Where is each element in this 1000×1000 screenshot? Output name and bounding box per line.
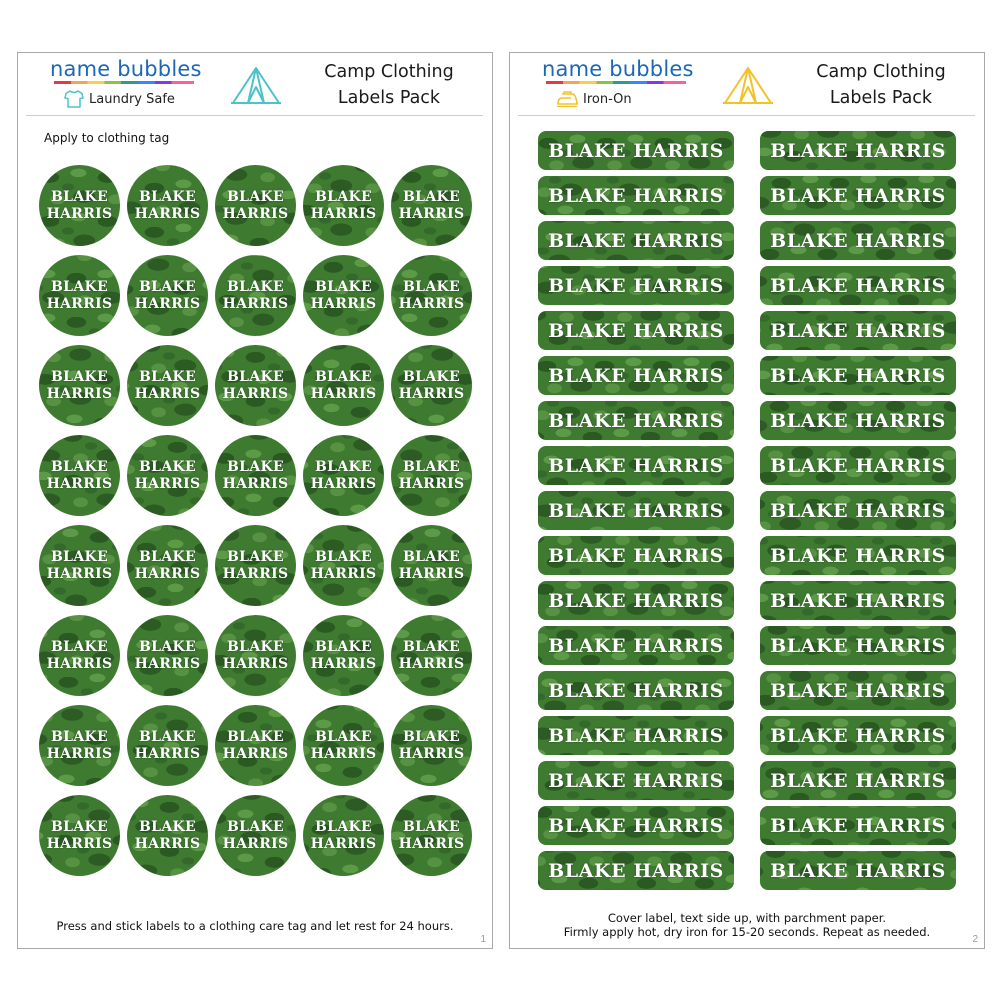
brand-color-bar [54, 81, 194, 84]
circle-name-label [215, 345, 296, 426]
label-last-name: HARRIS [46, 745, 113, 762]
circle-name-label [39, 795, 120, 876]
label-last-name: HARRIS [46, 655, 113, 672]
label-first-name: BLAKE [227, 818, 284, 835]
label-first-name: BLAKE [403, 278, 460, 295]
rectangle-name-label: BLAKE HARRIS [760, 761, 956, 800]
label-first-name: BLAKE [227, 368, 284, 385]
label-first-name: BLAKE [315, 638, 372, 655]
label-last-name: HARRIS [46, 835, 113, 852]
circle-name-label [127, 165, 208, 246]
label-last-name: HARRIS [222, 205, 289, 222]
label-first-name: BLAKE [227, 638, 284, 655]
brand-color-bar [546, 81, 686, 84]
label-first-name: BLAKE [227, 728, 284, 745]
circle-name-label [215, 525, 296, 606]
label-last-name: HARRIS [310, 295, 377, 312]
rectangle-name-label: BLAKE HARRIS [538, 131, 734, 170]
label-first-name: BLAKE [139, 638, 196, 655]
label-first-name: BLAKE [403, 188, 460, 205]
label-last-name: HARRIS [398, 655, 465, 672]
rectangle-name-label: BLAKE HARRIS [760, 266, 956, 305]
label-last-name: HARRIS [46, 205, 113, 222]
circle-name-label [391, 795, 472, 876]
circle-name-label [127, 795, 208, 876]
label-first-name: BLAKE [403, 368, 460, 385]
label-sheet-laundry-safe [17, 52, 493, 949]
circle-name-label [39, 255, 120, 336]
circle-name-label [303, 435, 384, 516]
page-number: 2 [972, 934, 978, 945]
brand-logo: name bubbles [50, 57, 202, 81]
rectangle-name-label: BLAKE HARRIS [538, 851, 734, 890]
rectangle-name-label: BLAKE HARRIS [538, 311, 734, 350]
label-first-name: BLAKE [315, 818, 372, 835]
circle-name-label [391, 435, 472, 516]
circle-name-label [391, 345, 472, 426]
label-last-name: HARRIS [134, 835, 201, 852]
label-last-name: HARRIS [398, 565, 465, 582]
rectangle-name-label: BLAKE HARRIS [538, 716, 734, 755]
footer-instructions [18, 919, 492, 933]
rectangle-name-label: BLAKE HARRIS [760, 446, 956, 485]
label-last-name: HARRIS [222, 655, 289, 672]
label-last-name: HARRIS [398, 475, 465, 492]
rectangle-name-label: BLAKE HARRIS [538, 401, 734, 440]
label-last-name: HARRIS [222, 385, 289, 402]
rectangle-name-label: BLAKE HARRIS [760, 131, 956, 170]
header-divider [26, 115, 483, 116]
label-first-name: BLAKE [139, 368, 196, 385]
circle-name-label [303, 795, 384, 876]
iron-icon [556, 91, 578, 107]
footer-line2: Firmly apply hot, dry iron for 15-20 seconds. Repeat as needed. [563, 925, 931, 939]
label-last-name: HARRIS [222, 295, 289, 312]
footer-line1: Cover label, text side up, with parchment paper. [607, 911, 887, 925]
label-sheet-iron-on [509, 52, 985, 949]
circle-name-label [127, 345, 208, 426]
circle-name-label [39, 435, 120, 516]
label-last-name: HARRIS [46, 385, 113, 402]
circle-name-label [39, 525, 120, 606]
rectangle-name-label: BLAKE HARRIS [538, 221, 734, 260]
label-last-name: HARRIS [134, 745, 201, 762]
circle-name-label [215, 795, 296, 876]
rectangle-name-label: BLAKE HARRIS [538, 176, 734, 215]
label-last-name: HARRIS [134, 655, 201, 672]
label-last-name: HARRIS [222, 745, 289, 762]
label-first-name: BLAKE [315, 368, 372, 385]
label-last-name: HARRIS [310, 835, 377, 852]
label-first-name: BLAKE [403, 818, 460, 835]
label-last-name: HARRIS [398, 205, 465, 222]
rectangle-name-label: BLAKE HARRIS [760, 356, 956, 395]
circle-name-label [391, 615, 472, 696]
circle-name-label [127, 615, 208, 696]
label-last-name: HARRIS [398, 835, 465, 852]
label-last-name: HARRIS [134, 565, 201, 582]
brand-logo: name bubbles [542, 57, 694, 81]
circle-name-label [127, 525, 208, 606]
label-first-name: BLAKE [51, 638, 108, 655]
rectangle-name-label: BLAKE HARRIS [538, 266, 734, 305]
label-first-name: BLAKE [315, 278, 372, 295]
circle-name-label [215, 705, 296, 786]
label-first-name: BLAKE [139, 728, 196, 745]
label-first-name: BLAKE [139, 278, 196, 295]
rectangle-name-label: BLAKE HARRIS [760, 491, 956, 530]
label-first-name: BLAKE [139, 818, 196, 835]
shirt-icon [64, 90, 84, 108]
label-last-name: HARRIS [310, 205, 377, 222]
circle-name-label [303, 165, 384, 246]
rectangle-name-label: BLAKE HARRIS [538, 356, 734, 395]
label-first-name: BLAKE [315, 728, 372, 745]
pack-title-line1: Camp Clothing [324, 62, 454, 82]
label-first-name: BLAKE [51, 188, 108, 205]
rectangle-name-label: BLAKE HARRIS [760, 716, 956, 755]
label-last-name: HARRIS [222, 835, 289, 852]
pack-title [790, 59, 972, 111]
circle-name-label [303, 525, 384, 606]
label-last-name: HARRIS [46, 295, 113, 312]
label-last-name: HARRIS [310, 385, 377, 402]
rectangle-name-label: BLAKE HARRIS [538, 671, 734, 710]
pack-title-line1: Camp Clothing [816, 62, 946, 82]
product-type-label: Iron-On [583, 91, 632, 107]
rectangle-name-label: BLAKE HARRIS [538, 536, 734, 575]
label-first-name: BLAKE [51, 548, 108, 565]
rectangle-name-label: BLAKE HARRIS [760, 851, 956, 890]
rectangle-name-label: BLAKE HARRIS [538, 581, 734, 620]
rectangle-name-label: BLAKE HARRIS [760, 401, 956, 440]
page-number: 1 [480, 934, 486, 945]
circle-name-label [303, 705, 384, 786]
label-first-name: BLAKE [227, 278, 284, 295]
label-last-name: HARRIS [46, 475, 113, 492]
circle-name-label [391, 255, 472, 336]
pack-title-line2: Labels Pack [829, 88, 933, 108]
label-last-name: HARRIS [310, 655, 377, 672]
circle-name-label [39, 165, 120, 246]
label-first-name: BLAKE [227, 548, 284, 565]
footer-line1: Press and stick labels to a clothing care tag and let rest for 24 hours. [56, 919, 454, 933]
circle-name-label [215, 165, 296, 246]
circle-label-grid [39, 165, 472, 876]
circle-name-label [303, 615, 384, 696]
label-first-name: BLAKE [139, 188, 196, 205]
label-last-name: HARRIS [310, 745, 377, 762]
label-first-name: BLAKE [227, 458, 284, 475]
pack-title [298, 59, 480, 111]
label-first-name: BLAKE [403, 728, 460, 745]
label-last-name: HARRIS [222, 475, 289, 492]
circle-name-label [39, 345, 120, 426]
pack-title-line2: Labels Pack [337, 88, 441, 108]
label-first-name: BLAKE [51, 278, 108, 295]
circle-name-label [127, 435, 208, 516]
label-last-name: HARRIS [310, 565, 377, 582]
tent-icon [722, 65, 774, 110]
label-first-name: BLAKE [51, 368, 108, 385]
label-last-name: HARRIS [134, 205, 201, 222]
circle-name-label [215, 615, 296, 696]
circle-name-label [127, 255, 208, 336]
label-first-name: BLAKE [51, 728, 108, 745]
label-last-name: HARRIS [134, 295, 201, 312]
label-last-name: HARRIS [134, 475, 201, 492]
circle-name-label [303, 255, 384, 336]
label-first-name: BLAKE [315, 458, 372, 475]
circle-name-label [39, 615, 120, 696]
instruction-text: Apply to clothing tag [44, 131, 170, 145]
rectangle-label-grid [538, 131, 956, 890]
tent-icon [230, 65, 282, 110]
circle-name-label [215, 255, 296, 336]
label-last-name: HARRIS [46, 565, 113, 582]
product-type [64, 89, 175, 109]
label-first-name: BLAKE [403, 548, 460, 565]
label-last-name: HARRIS [398, 385, 465, 402]
label-first-name: BLAKE [315, 548, 372, 565]
label-first-name: BLAKE [227, 188, 284, 205]
rectangle-name-label: BLAKE HARRIS [760, 806, 956, 845]
rectangle-name-label: BLAKE HARRIS [760, 221, 956, 260]
circle-name-label [391, 165, 472, 246]
label-last-name: HARRIS [134, 385, 201, 402]
rectangle-name-label: BLAKE HARRIS [760, 176, 956, 215]
footer-instructions [510, 911, 984, 939]
label-first-name: BLAKE [403, 458, 460, 475]
circle-name-label [215, 435, 296, 516]
label-last-name: HARRIS [310, 475, 377, 492]
label-first-name: BLAKE [139, 458, 196, 475]
circle-name-label [39, 705, 120, 786]
rectangle-name-label: BLAKE HARRIS [538, 806, 734, 845]
rectangle-name-label: BLAKE HARRIS [538, 761, 734, 800]
circle-name-label [391, 525, 472, 606]
rectangle-name-label: BLAKE HARRIS [760, 536, 956, 575]
rectangle-name-label: BLAKE HARRIS [760, 626, 956, 665]
rectangle-name-label: BLAKE HARRIS [760, 581, 956, 620]
label-last-name: HARRIS [398, 745, 465, 762]
header-divider [518, 115, 975, 116]
product-type-label: Laundry Safe [89, 91, 175, 107]
label-first-name: BLAKE [51, 818, 108, 835]
product-type [556, 89, 632, 109]
label-last-name: HARRIS [222, 565, 289, 582]
label-first-name: BLAKE [51, 458, 108, 475]
rectangle-name-label: BLAKE HARRIS [538, 491, 734, 530]
label-first-name: BLAKE [315, 188, 372, 205]
circle-name-label [127, 705, 208, 786]
rectangle-name-label: BLAKE HARRIS [760, 311, 956, 350]
rectangle-name-label: BLAKE HARRIS [760, 671, 956, 710]
rectangle-name-label: BLAKE HARRIS [538, 446, 734, 485]
circle-name-label [391, 705, 472, 786]
label-first-name: BLAKE [403, 638, 460, 655]
rectangle-name-label: BLAKE HARRIS [538, 626, 734, 665]
label-last-name: HARRIS [398, 295, 465, 312]
label-first-name: BLAKE [139, 548, 196, 565]
circle-name-label [303, 345, 384, 426]
